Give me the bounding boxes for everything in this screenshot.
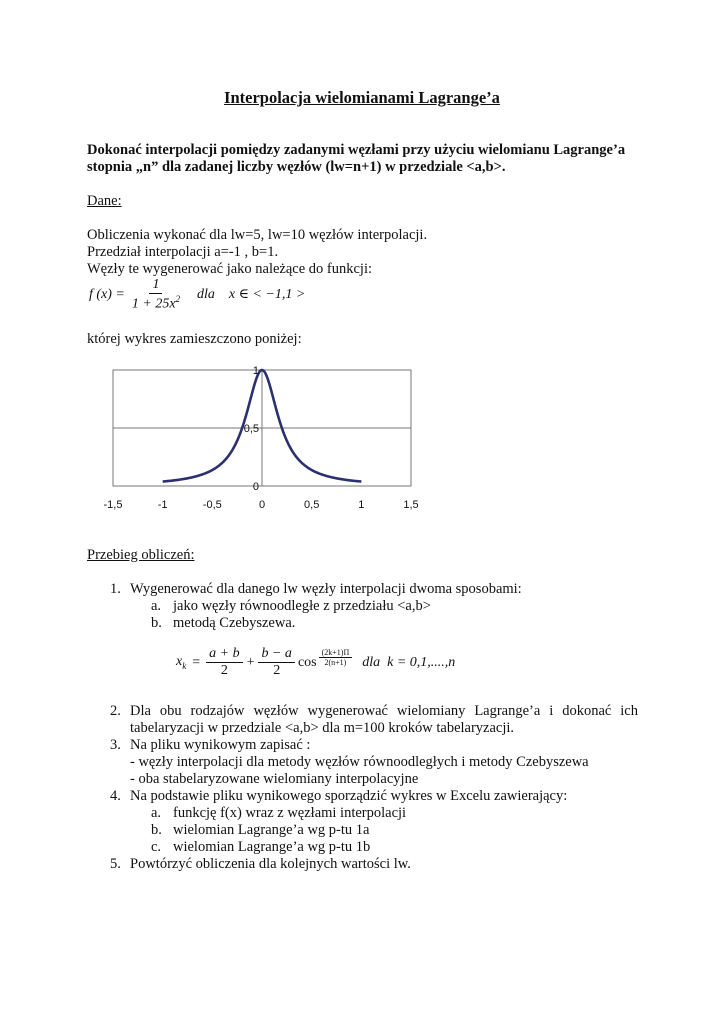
chart-x-tick-label: 1 <box>358 499 365 511</box>
step-4a-number: a. <box>151 805 162 821</box>
chart-x-tick-label: -1 <box>157 499 168 511</box>
step-4-number: 4. <box>110 788 121 804</box>
formula2-den2: 2 <box>273 663 281 678</box>
formula-numerator: 1 <box>149 277 162 294</box>
step-2-line-2: tabelaryzacji w przedziale <a,b> dla m=100 kroków tabelaryzacji. <box>130 720 515 736</box>
chart-y-tick-label: 1 <box>252 365 259 377</box>
formula-rhs: dla x ∈ < −1,1 > <box>197 287 306 303</box>
function-formula <box>89 277 305 313</box>
step-1b-text: metodą Czebyszewa. <box>173 615 296 631</box>
chart-grid <box>113 370 411 486</box>
step-5-number: 5. <box>110 856 121 872</box>
formula2-lhs <box>176 654 186 671</box>
step-1b-number: b. <box>151 615 162 631</box>
intro-line-1: Dokonać interpolacji pomiędzy zadanymi węzłami przy użyciu wielomianu Lagrange’a <box>87 142 626 158</box>
step-2-line-1: Dla obu rodzajów węzłów wygenerować wielomiany Lagrange’a i dokonać ich <box>130 703 638 719</box>
step-3-sub-2: - oba stabelaryzowane wielomiany interpolacyjne <box>130 771 419 787</box>
chart-caption: której wykres zamieszczono poniżej: <box>87 331 302 347</box>
formula2-rhs: dla k = 0,1,....,n <box>362 654 456 670</box>
chart-x-tick-label: -0,5 <box>202 499 222 511</box>
formula2-lhs-var: x <box>176 654 183 670</box>
formula2-fraction-2 <box>258 646 294 679</box>
step-4b-text: wielomian Lagrange’a wg p-tu 1a <box>173 822 370 838</box>
step-4c-text: wielomian Lagrange’a wg p-tu 1b <box>173 839 371 855</box>
step-1a-text: jako węzły równoodległe z przedziału <a,b> <box>173 598 431 614</box>
formula2-plus: + <box>246 654 255 670</box>
dane-line-1: Obliczenia wykonać dla lw=5, lw=10 węzłów interpolacji. <box>87 227 428 243</box>
step-4-text: Na podstawie pliku wynikowego sporządzić wykres w Excelu zawierający: <box>130 788 568 804</box>
formula-denominator <box>129 294 183 313</box>
formula2-eq: = <box>192 654 201 670</box>
step-3-text: Na pliku wynikowym zapisać : <box>130 737 311 753</box>
formula-exponent: 2 <box>175 294 181 304</box>
step-5-text: Powtórzyć obliczenia dla kolejnych wartości lw. <box>130 856 411 872</box>
step-4a-text: funkcję f(x) wraz z węzłami interpolacji <box>173 805 407 821</box>
formula2-fraction-1 <box>206 646 242 679</box>
chart-x-tick-label: -1,5 <box>103 499 123 511</box>
step-3-number: 3. <box>110 737 121 753</box>
formula2-cos: cos <box>297 654 317 670</box>
step-1a-number: a. <box>151 598 162 614</box>
formula2-cos-num: (2k+1)Π <box>319 648 353 658</box>
przebieg-heading: Przebieg obliczeń: <box>87 547 195 563</box>
formula2-cos-den: 2(n+1) <box>324 658 347 667</box>
chart-x-tick-label: 0,5 <box>304 499 320 511</box>
chart-tick-labels <box>104 365 419 511</box>
step-2-number: 2. <box>110 703 121 719</box>
function-chart <box>95 362 435 522</box>
step-1-number: 1. <box>110 581 121 597</box>
formula2-cos-fraction <box>319 648 353 667</box>
dane-heading: Dane: <box>87 193 122 209</box>
page-title: Interpolacja wielomianami Lagrange’a <box>224 88 500 107</box>
formula2-lhs-sub: k <box>182 660 187 671</box>
chebyshev-formula <box>176 646 455 679</box>
formula2-num1: a + b <box>206 646 242 663</box>
formula-fraction <box>129 277 183 313</box>
formula2-num2: b − a <box>258 646 294 663</box>
step-4c-number: c. <box>151 839 162 855</box>
dane-line-2: Przedział interpolacji a=-1 , b=1. <box>87 244 279 260</box>
chart-x-tick-label: 1,5 <box>403 499 419 511</box>
chart-y-tick-label: 0 <box>252 481 259 493</box>
formula-lhs: f (x) = <box>89 286 125 302</box>
intro-line-2: stopnia „n” dla zadanej liczby węzłów (lw=n+1) w przedziale <a,b>. <box>87 159 506 175</box>
step-1-text: Wygenerować dla danego lw węzły interpolacji dwoma sposobami: <box>130 581 522 597</box>
step-3-sub-1: - węzły interpolacji dla metody węzłów równoodległych i metody Czebyszewa <box>130 754 589 770</box>
chart-y-tick-label: 0,5 <box>243 423 259 435</box>
formula2-den1: 2 <box>220 663 228 678</box>
step-4b-number: b. <box>151 822 162 838</box>
dane-line-3: Węzły te wygenerować jako należące do funkcji: <box>87 261 373 277</box>
formula-denominator-base: 1 + 25x <box>131 296 176 312</box>
chart-x-tick-label: 0 <box>258 499 266 511</box>
